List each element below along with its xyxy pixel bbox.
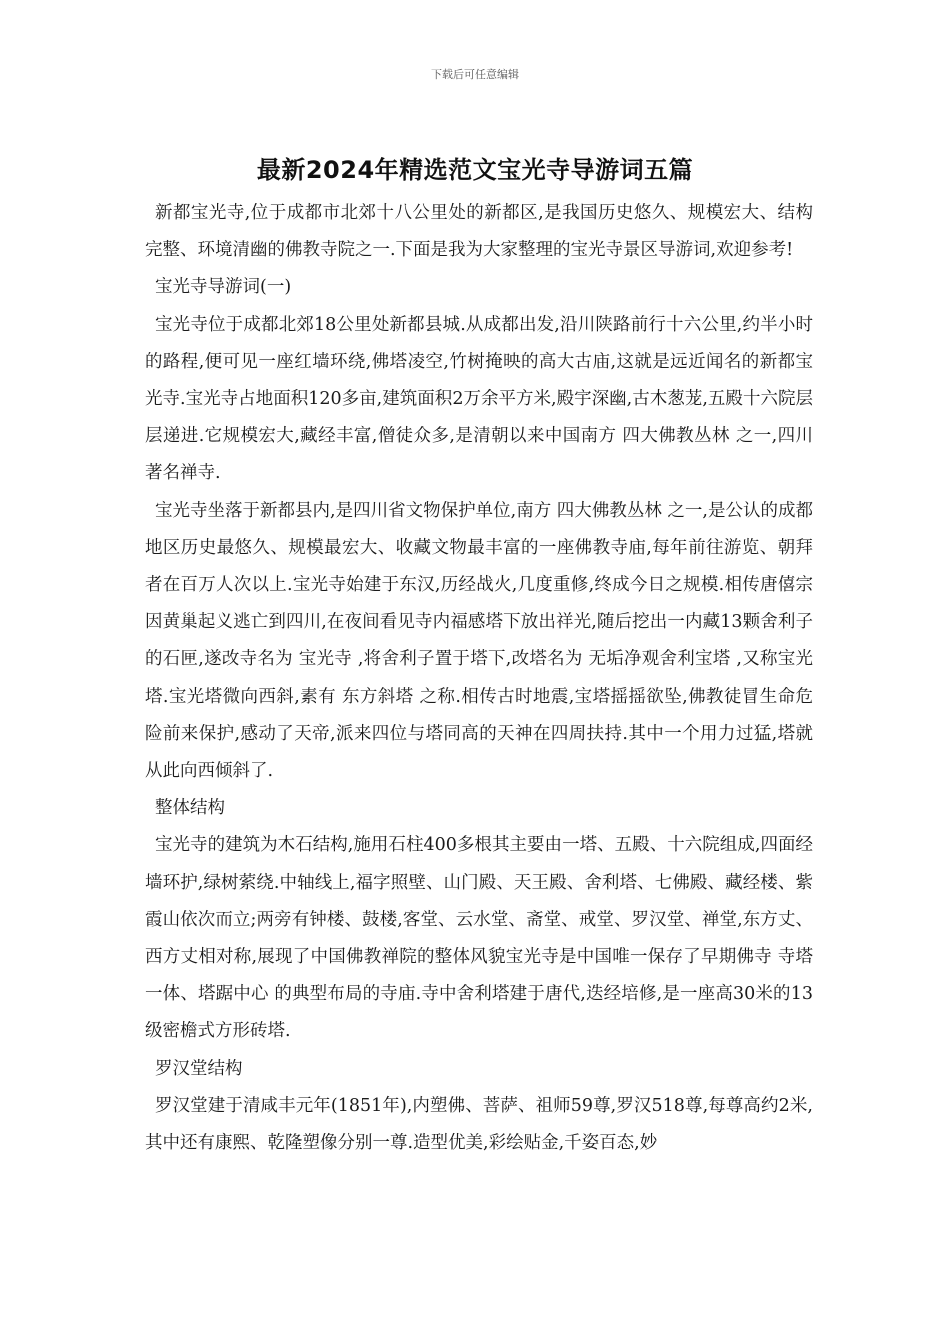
section-heading-overall-structure: 整体结构 bbox=[155, 798, 225, 819]
document-title: 最新2024年精选范文宝光寺导游词五篇 bbox=[256, 156, 694, 184]
intro-paragraph: 新都宝光寺,位于成都市北郊十八公里处的新都区,是我国历史悠久、规模宏大、结构完整、环境清幽的佛教寺院之一.下面是我为大家整理的宝光寺景区导游词,欢迎参考! bbox=[145, 203, 813, 261]
body-paragraph: 罗汉堂建于清咸丰元年(1851年),内塑佛、菩萨、祖师59尊,罗汉518尊,每尊高约2米,其中还有康熙、乾隆塑像分别一尊.造型优美,彩绘贴金,千姿百态,妙 bbox=[145, 1095, 813, 1154]
section-heading-arhat-hall: 罗汉堂结构 bbox=[155, 1058, 243, 1079]
body-paragraph: 宝光寺坐落于新都县内,是四川省文物保护单位,南方 四大佛教丛林 之一,是公认的成都地区历史最悠久、规模最宏大、收藏文物最丰富的一座佛教寺庙,每年前往游览、朝拜者在百万人次以上.宝光寺始建于东汉,历经战火,几度重修,终成今日之规模.相传唐僖宗因黄巢起义逃亡到四川,在夜间看见寺内福感塔下放出祥光,随后挖出一内藏13颗舍利子的石匣,遂改寺名为 宝光寺 ,将舍利子置于塔下,改塔名为 无垢净观舍利宝塔 ,又称宝光塔.宝光塔微向西斜,素有 东方斜塔 之称.相传古时地震,宝塔摇摇欲坠,佛教徒冒生命危险前来保护,感动了天帝,派来四位与塔同高的天神在四周扶持.其中一个用力过猛,塔就从此向西倾斜了. bbox=[145, 500, 813, 782]
body-paragraph: 宝光寺的建筑为木石结构,施用石柱400多根其主要由一塔、五殿、十六院组成,四面经墙环护,绿树萦绕.中轴线上,福字照壁、山门殿、天王殿、舍利塔、七佛殿、藏经楼、紫霞山依次而立;两旁有钟楼、鼓楼,客堂、云水堂、斋堂、戒堂、罗汉堂、禅堂,东方丈、西方丈相对称,展现了中国佛教禅院的整体风貌宝光寺是中国唯一保存了早期佛寺 寺塔一体、塔踞中心 的典型布局的寺庙.寺中舍利塔建于唐代,迭经培修,是一座高30米的13级密檐式方形砖塔. bbox=[145, 835, 813, 1042]
document-body bbox=[145, 195, 813, 1162]
header-note: 下载后可任意编辑 bbox=[431, 68, 519, 81]
body-paragraph: 宝光寺位于成都北郊18公里处新都县城.从成都出发,沿川陕路前行十六公里,约半小时的路程,便可见一座红墙环绕,佛塔凌空,竹树掩映的高大古庙,这就是远近闻名的新都宝光寺.宝光寺占地面积120多亩,建筑面积2万余平方米,殿宇深幽,古木葱茏,五殿十六院层层递进.它规模宏大,藏经丰富,僧徒众多,是清朝以来中国南方 四大佛教丛林 之一,四川著名禅寺. bbox=[145, 314, 813, 484]
section-heading-guide-1: 宝光寺导游词(一) bbox=[155, 277, 292, 298]
